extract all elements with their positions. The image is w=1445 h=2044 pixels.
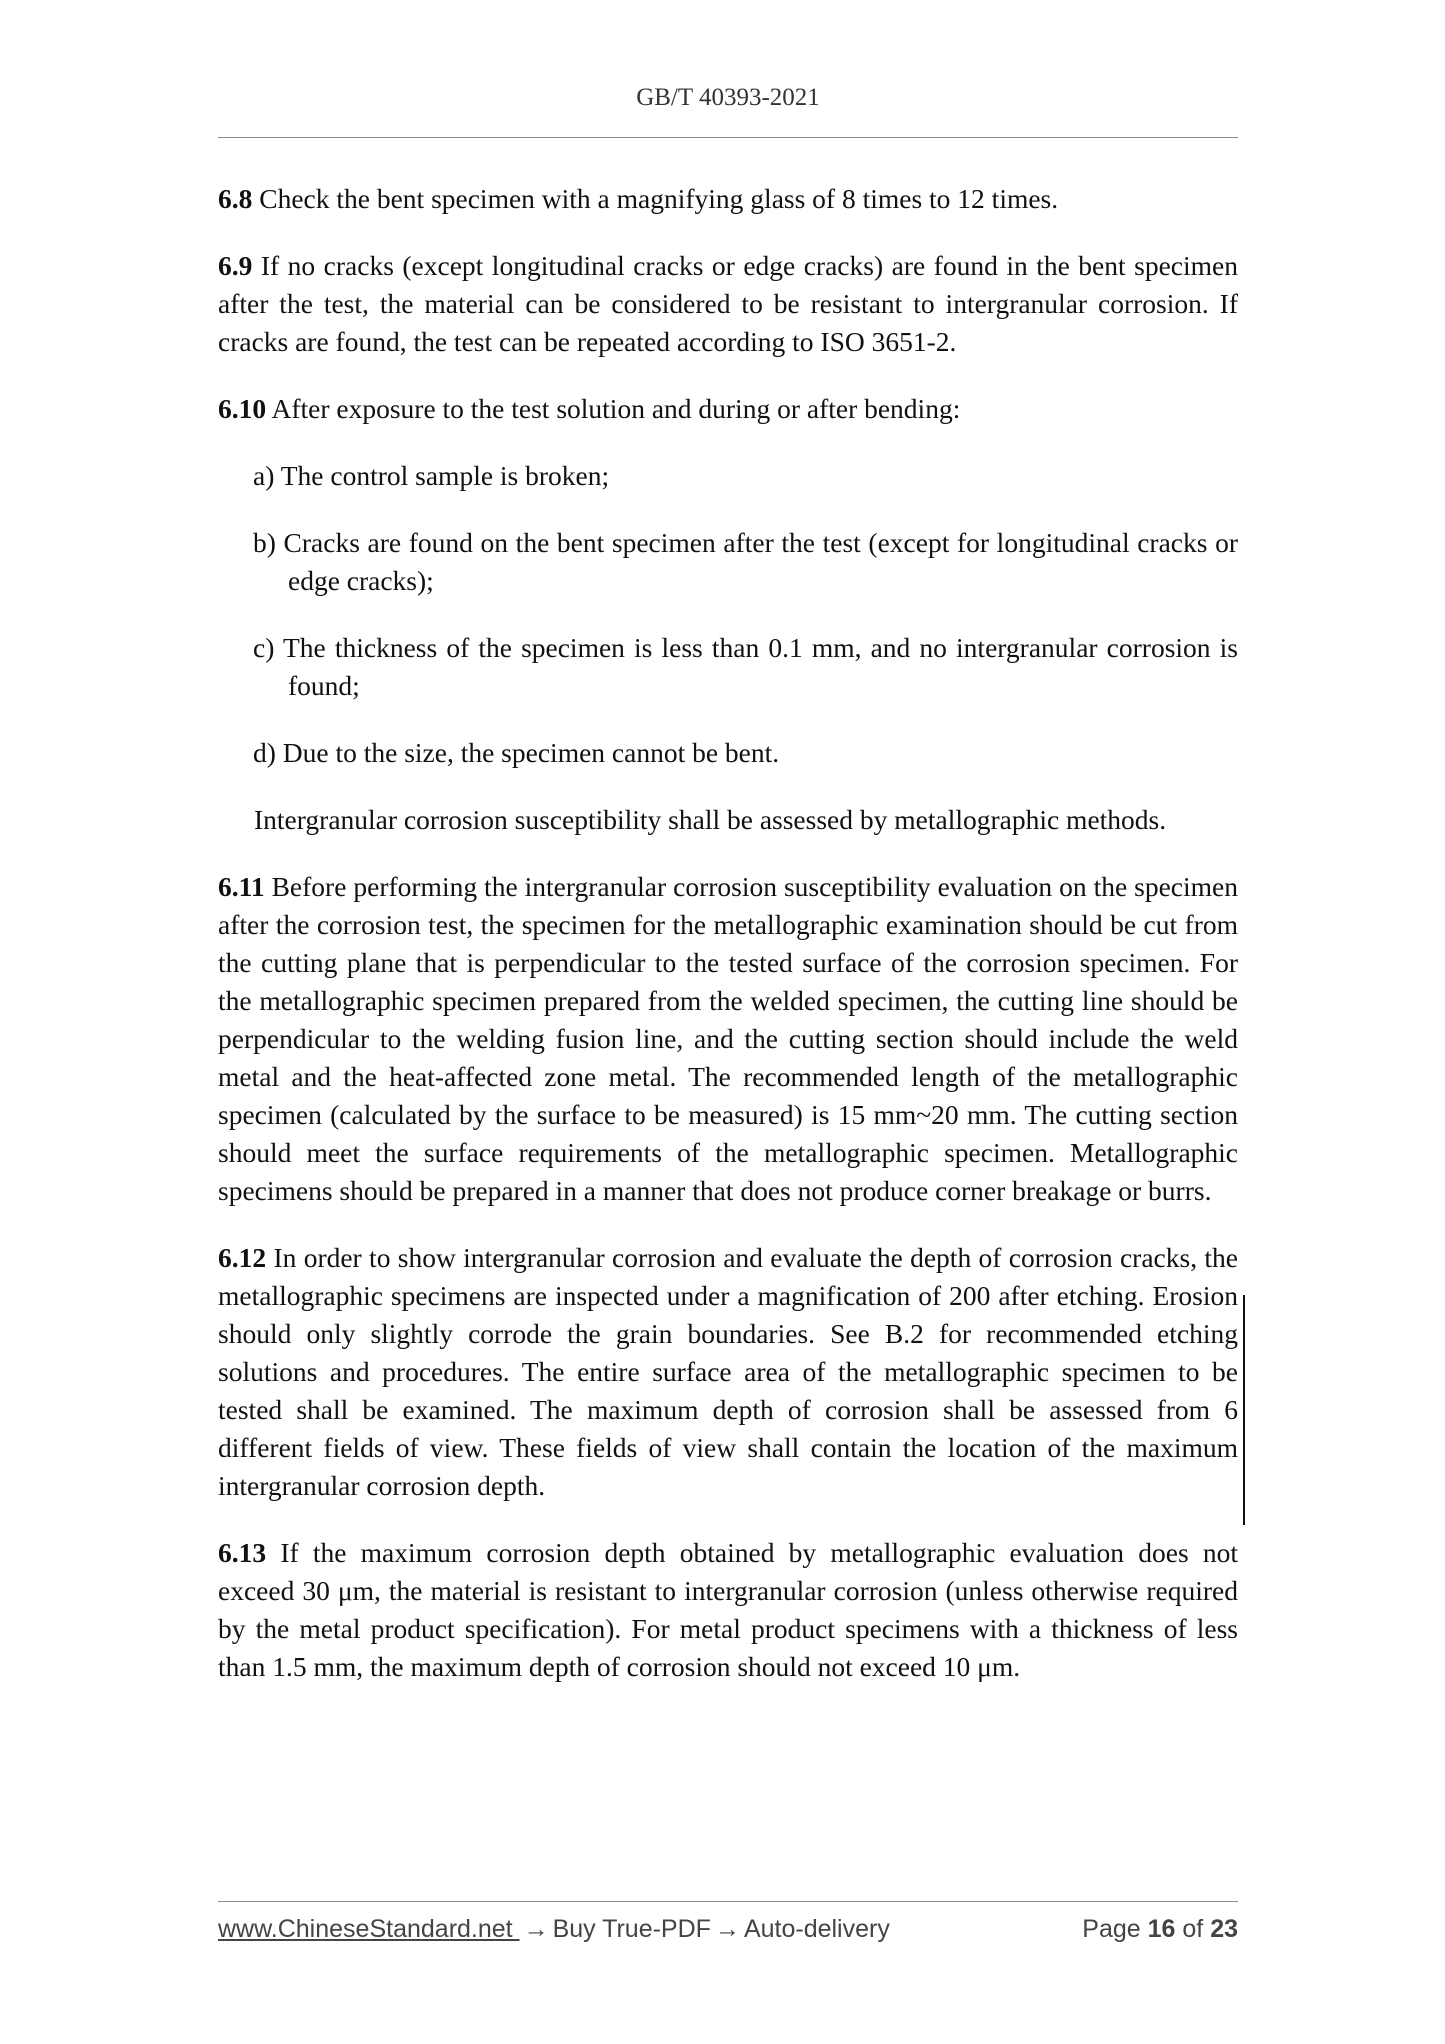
header-divider xyxy=(218,137,1238,138)
list-item-d: d) Due to the size, the specimen cannot be bent. xyxy=(253,737,780,768)
section-number: 6.10 xyxy=(218,393,267,424)
page-label: Page xyxy=(1082,1915,1141,1943)
total-pages-number: 23 xyxy=(1210,1915,1238,1943)
section-text: If the maximum corrosion depth obtained by metallographic evaluation does not exceed 30 μm, the material is resistant to intergranular corrosion (unless otherwise required by the metal product specification). For metal product specimens with a thickness of less than 1.5 mm, the maximum depth of corrosion should not exceed 10 μm. xyxy=(218,1537,1238,1682)
section-number: 6.8 xyxy=(218,183,253,214)
section-number: 6.9 xyxy=(218,250,253,281)
section-text: After exposure to the test solution and during or after bending: xyxy=(266,393,961,424)
list-item-a: a) The control sample is broken; xyxy=(253,460,610,491)
section-6-11 xyxy=(218,868,1238,1210)
section-6-12 xyxy=(218,1239,1238,1505)
section-number: 6.13 xyxy=(218,1537,267,1568)
assessment-note: Intergranular corrosion susceptibility shall be assessed by metallographic methods. xyxy=(254,804,1167,835)
section-text: Before performing the intergranular corrosion susceptibility evaluation on the specimen after the corrosion test, the specimen for the metallographic examination should be cut from the cutting plane that is perpendicular to the tested surface of the corrosion specimen. For the metallographic specimen prepared from the welded specimen, the cutting line should be perpendicular to the welding fusion line, and the cutting section should include the weld metal and the heat-affected zone metal. The recommended length of the metallographic specimen (calculated by the surface to be measured) is 15 mm~20 mm. The cutting section should meet the surface requirements of the metallographic specimen. Metallographic specimens should be prepared in a manner that does not produce corner breakage or burrs. xyxy=(218,871,1238,1206)
list-item-c: c) The thickness of the specimen is less than 0.1 mm, and no intergranular corrosion is found; xyxy=(253,632,1238,701)
section-6-8 xyxy=(218,180,1238,218)
section-text: If no cracks (except longitudinal cracks or edge cracks) are found in the bent specimen after the test, the material can be considered to be resistant to intergranular corrosion. If cracks are found, the test can be repeated according to ISO 3651-2. xyxy=(218,250,1238,357)
section-text: Check the bent specimen with a magnifying glass of 8 times to 12 times. xyxy=(252,183,1059,214)
footer-links xyxy=(218,1915,890,1944)
of-label: of xyxy=(1182,1915,1204,1943)
buy-pdf-text: Buy True-PDF xyxy=(552,1915,711,1943)
arrow-right-icon: → xyxy=(714,1915,740,1943)
page-counter xyxy=(1082,1915,1238,1944)
section-number: 6.11 xyxy=(218,871,265,902)
section-6-9 xyxy=(218,247,1238,361)
footer-divider xyxy=(218,1901,1238,1902)
section-text: In order to show intergranular corrosion and evaluate the depth of corrosion cracks, the metallographic specimens are inspected under a magnification of 200 after etching. Erosion should only slightly corrode the grain boundaries. See B.2 for recommended etching solutions and procedures. The entire surface area of the metallographic specimen to be tested shall be examined. The maximum depth of corrosion shall be assessed from 6 different fields of view. These fields of view shall contain the location of the maximum intergranular corrosion depth. xyxy=(218,1242,1238,1501)
document-body xyxy=(218,180,1238,1715)
website-link[interactable]: www.ChineseStandard.net xyxy=(218,1915,520,1943)
section-6-13 xyxy=(218,1534,1238,1686)
section-6-10 xyxy=(218,390,1238,428)
current-page-number: 16 xyxy=(1147,1915,1176,1943)
arrow-right-icon: → xyxy=(523,1915,549,1943)
section-number: 6.12 xyxy=(218,1242,267,1273)
auto-delivery-text: Auto-delivery xyxy=(743,1915,890,1943)
document-id-header: GB/T 40393-2021 xyxy=(636,84,820,111)
page-footer xyxy=(218,1915,1238,1955)
revision-change-bar xyxy=(1243,1295,1245,1525)
list-item-b: b) Cracks are found on the bent specimen after the test (except for longitudinal cracks or edge cracks); xyxy=(253,527,1238,596)
